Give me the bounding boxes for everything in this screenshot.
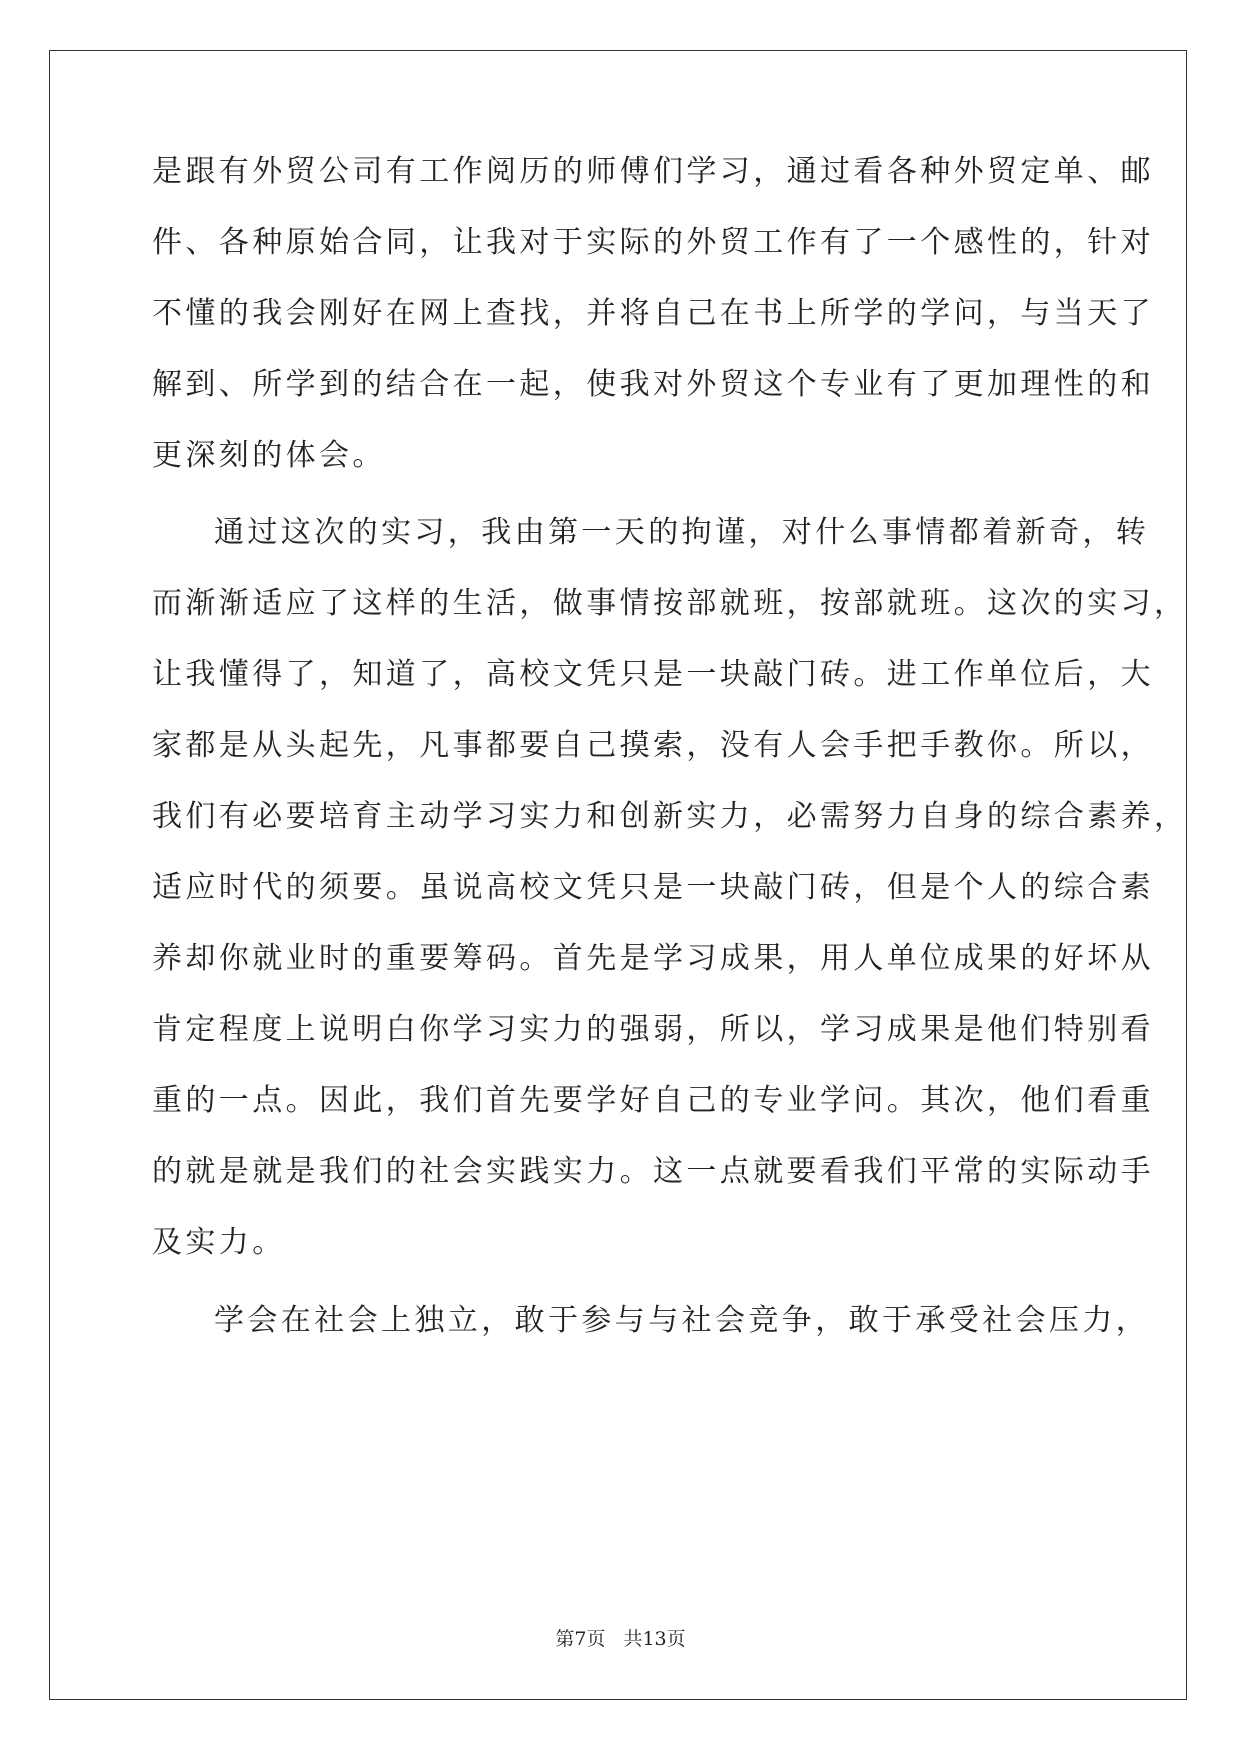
text-line: 让我懂得了，知道了，高校文凭只是一块敲门砖。进工作单位后，大 [152, 657, 1154, 692]
text-line: 养却你就业时的重要筹码。首先是学习成果，用人单位成果的好坏从 [152, 941, 1154, 976]
text-line: 是跟有外贸公司有工作阅历的师傅们学习，通过看各种外贸定单、邮 [152, 154, 1154, 189]
text-line: 肯定程度上说明白你学习实力的强弱，所以，学习成果是他们特别看 [152, 1012, 1154, 1047]
text-line: 解到、所学到的结合在一起，使我对外贸这个专业有了更加理性的和 [152, 367, 1154, 402]
text-line: 通过这次的实习，我由第一天的拘谨，对什么事情都着新奇，转 [214, 515, 1150, 550]
text-line: 不懂的我会刚好在网上查找，并将自己在书上所学的学问，与当天了 [152, 296, 1154, 331]
text-line: 而渐渐适应了这样的生活，做事情按部就班，按部就班。这次的实习， [152, 586, 1188, 621]
text-line: 学会在社会上独立，敢于参与与社会竞争，敢于承受社会压力， [214, 1303, 1150, 1338]
text-line: 的就是就是我们的社会实践实力。这一点就要看我们平常的实际动手 [152, 1154, 1154, 1189]
text-line: 重的一点。因此，我们首先要学好自己的专业学问。其次，他们看重 [152, 1083, 1154, 1118]
text-line: 件、各种原始合同，让我对于实际的外贸工作有了一个感性的，针对 [152, 225, 1154, 260]
page-total: 共13页 [623, 1628, 686, 1650]
text-line: 适应时代的须要。虽说高校文凭只是一块敲门砖，但是个人的综合素 [152, 870, 1154, 905]
text-line: 及实力。 [152, 1225, 286, 1260]
text-line: 更深刻的体会。 [152, 438, 386, 473]
text-line: 家都是从头起先，凡事都要自己摸索，没有人会手把手教你。所以， [152, 728, 1154, 763]
page-number: 第7页 [555, 1628, 606, 1650]
text-line: 我们有必要培育主动学习实力和创新实力，必需努力自身的综合素养， [152, 799, 1188, 834]
page-footer [0, 1627, 1241, 1651]
